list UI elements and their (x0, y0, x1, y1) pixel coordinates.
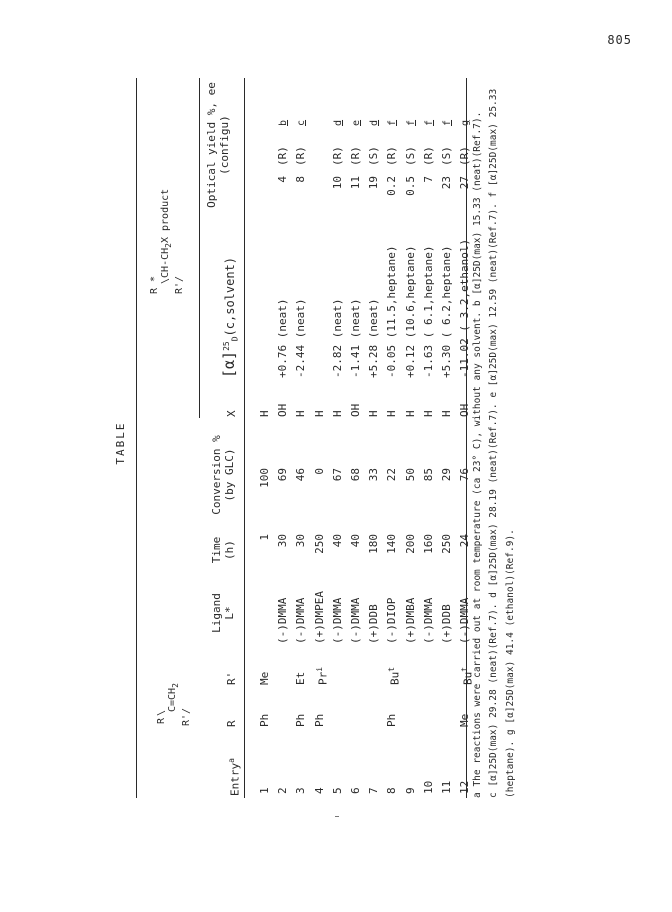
cell-conv: 68 (349, 468, 362, 482)
cell-rotation: -2.44 (neat) (294, 298, 308, 378)
footnote-line-1: a The reactions were carried out at room temperature (ca 23° C), without any solvent. b [α]25D(max) 15.33 (neat)(Ref.7). (472, 111, 483, 798)
cell-conv: 22 (385, 468, 399, 482)
cell-conf: (R) (330, 146, 344, 166)
cell-entry: 8 (385, 787, 399, 794)
cell-oy: 11 (349, 176, 362, 190)
header-conversion: Conversion % (by GLC) (210, 435, 236, 515)
cell-rotation: +5.28 (neat) (367, 298, 381, 378)
cell-oy: 27 (458, 176, 472, 190)
cell-conv: 46 (294, 468, 308, 482)
cell-entry: 5 (330, 787, 344, 794)
cell-fn: e (351, 119, 362, 126)
cell-rotation: -0.05 (11.5,heptane) (385, 245, 399, 378)
cell-x: OH (276, 403, 290, 417)
cell-entry: 4 (312, 787, 326, 794)
cell-entry: 6 (349, 787, 362, 794)
product-span-rule (199, 78, 200, 418)
cell-time: 250 (440, 534, 453, 554)
cell-entry: 2 (276, 787, 290, 794)
cell-entry: 9 (403, 787, 417, 794)
cell-x: H (440, 410, 453, 417)
cell-rotation: -11.02 ( 3.2,ethanol) (458, 238, 472, 378)
cell-ligand: (+)DMPEA (312, 591, 326, 644)
cell-x: OH (458, 403, 472, 417)
cell-time: 30 (276, 534, 290, 548)
cell-conv: 50 (403, 468, 417, 482)
header-x: X (225, 410, 238, 417)
stray-mark (335, 816, 339, 817)
cell-conv: 0 (312, 468, 326, 475)
cell-fn: d (332, 119, 344, 126)
cell-rotation: -1.63 ( 6.1,heptane) (421, 245, 435, 378)
header-r: R (225, 720, 238, 727)
cell-ligand: (-)DMMA (276, 597, 290, 644)
cell-conv: 29 (440, 468, 453, 482)
cell-fn: f (387, 119, 399, 126)
cell-time: 250 (312, 534, 326, 554)
cell-fn: d (369, 119, 381, 126)
cell-conv: 69 (276, 468, 290, 482)
cell-time: 40 (330, 534, 344, 548)
cell-rotation: -1.41 (neat) (349, 298, 362, 378)
cell-ligand: (-)DMMA (421, 597, 435, 644)
cell-conf: (R) (276, 146, 290, 166)
top-rule (136, 78, 137, 798)
cell-conf: (S) (403, 146, 417, 166)
cell-conf: (S) (367, 146, 381, 166)
cell-rp: Et (294, 671, 308, 685)
cell-oy: 0.5 (403, 176, 417, 196)
cell-conv: 67 (330, 468, 344, 482)
cell-entry: 1 (258, 787, 271, 794)
header-rprime: R' (225, 671, 238, 685)
cell-x: H (367, 410, 381, 417)
cell-time: 30 (294, 534, 308, 548)
cell-conv: 100 (258, 468, 271, 488)
cell-rp: Pr$^i$ (314, 666, 330, 685)
header-time: Time (h) (210, 536, 236, 564)
cell-rp: Bu$^t$ (460, 666, 475, 685)
cell-x: H (385, 410, 399, 417)
cell-oy: 4 (276, 176, 290, 183)
cell-r: Ph (258, 713, 271, 727)
cell-fn: c (296, 119, 308, 126)
table-frame (102, 78, 522, 808)
cell-r: Me (458, 713, 472, 727)
footnote-line-3: (heptane). g [α]25D(max) 41.4 (ethanol)(Ref.9). (505, 529, 516, 798)
cell-rp: Bu$^t$ (387, 666, 403, 685)
cell-r: Ph (385, 713, 399, 727)
cell-ligand: (-)DMMA (294, 597, 308, 644)
cell-oy: 0.2 (385, 176, 399, 196)
cell-entry: 11 (440, 780, 453, 794)
cell-fn: f (442, 119, 453, 126)
cell-rotation: +0.76 (neat) (276, 298, 290, 378)
cell-conf: (S) (440, 146, 453, 166)
cell-conf: (R) (458, 146, 472, 166)
cell-r: Ph (312, 713, 326, 727)
cell-rp: Me (258, 671, 271, 685)
table-caption: TABLE (114, 421, 127, 465)
cell-fn: f (423, 119, 435, 126)
cell-rotation: -2.82 (neat) (330, 298, 344, 378)
product-scheme: R* $\backslash CH-CH_2X$ product R'/ (149, 188, 185, 294)
header-rule (244, 78, 245, 798)
cell-time: 40 (349, 534, 362, 548)
cell-x: H (258, 410, 271, 417)
cell-conv: 85 (421, 468, 435, 482)
cell-time: 140 (385, 534, 399, 554)
cell-conf: (R) (385, 146, 399, 166)
cell-entry: 7 (367, 787, 381, 794)
cell-x: OH (349, 403, 362, 417)
cell-x: H (421, 410, 435, 417)
footnote-line-2: c [α]25D(max) 29.28 (neat)(Ref.7). d [α]25D(max) 28.19 (neat)(Ref.7). e [α]25D(max) 12.59 (neat)(Ref.7). f [α]25D(max) 25.33 (488, 88, 499, 798)
cell-x: H (312, 410, 326, 417)
cell-ligand: (-)DMMA (349, 597, 362, 644)
cell-oy: 10 (330, 176, 344, 190)
rotated-table-page (102, 78, 522, 808)
cell-fn: b (278, 119, 290, 126)
cell-fn: g (460, 119, 472, 126)
cell-time: 200 (403, 534, 417, 554)
cell-x: H (330, 410, 344, 417)
header-ligand: Ligand L* (210, 593, 236, 633)
cell-entry: 3 (294, 787, 308, 794)
cell-time: 160 (421, 534, 435, 554)
cell-conf: (R) (294, 146, 308, 166)
cell-ligand: (-)DMMA (330, 597, 344, 644)
cell-conf: (R) (349, 146, 362, 166)
substrate-scheme: R\ $C=CH_2$ R'/ (156, 683, 192, 726)
page-number: 805 (607, 33, 632, 47)
cell-rotation: +5.30 ( 6.2,heptane) (440, 245, 453, 378)
cell-oy: 7 (421, 176, 435, 183)
header-optical-yield: Optical yield %, ee (configu) (205, 82, 231, 208)
cell-ligand: (-)DIOP (385, 597, 399, 644)
cell-entry: 10 (421, 780, 435, 794)
cell-x: H (294, 410, 308, 417)
cell-r: Ph (294, 713, 308, 727)
cell-time: 1 (258, 534, 271, 541)
cell-entry: 12 (458, 780, 472, 794)
cell-ligand: (+)DMBA (403, 597, 417, 644)
header-rotation: $[\alpha]^{25}_D(c,solvent)$ (220, 256, 240, 378)
cell-fn: f (405, 119, 417, 126)
cell-oy: 23 (440, 176, 453, 190)
cell-ligand: (+)DDB (440, 604, 453, 644)
cell-rotation: +0.12 (10.6,heptane) (403, 245, 417, 378)
cell-conf: (R) (421, 146, 435, 166)
cell-time: 24 (458, 534, 472, 548)
cell-oy: 8 (294, 176, 308, 183)
header-entry: Entry$^a$ (227, 758, 242, 796)
cell-conv: 33 (367, 468, 381, 482)
cell-oy: 19 (367, 176, 381, 190)
cell-ligand: (+)DDB (367, 604, 381, 644)
cell-conv: 76 (458, 468, 472, 482)
cell-ligand: (-)DMMA (458, 597, 472, 644)
cell-time: 180 (367, 534, 381, 554)
cell-x: H (403, 410, 417, 417)
